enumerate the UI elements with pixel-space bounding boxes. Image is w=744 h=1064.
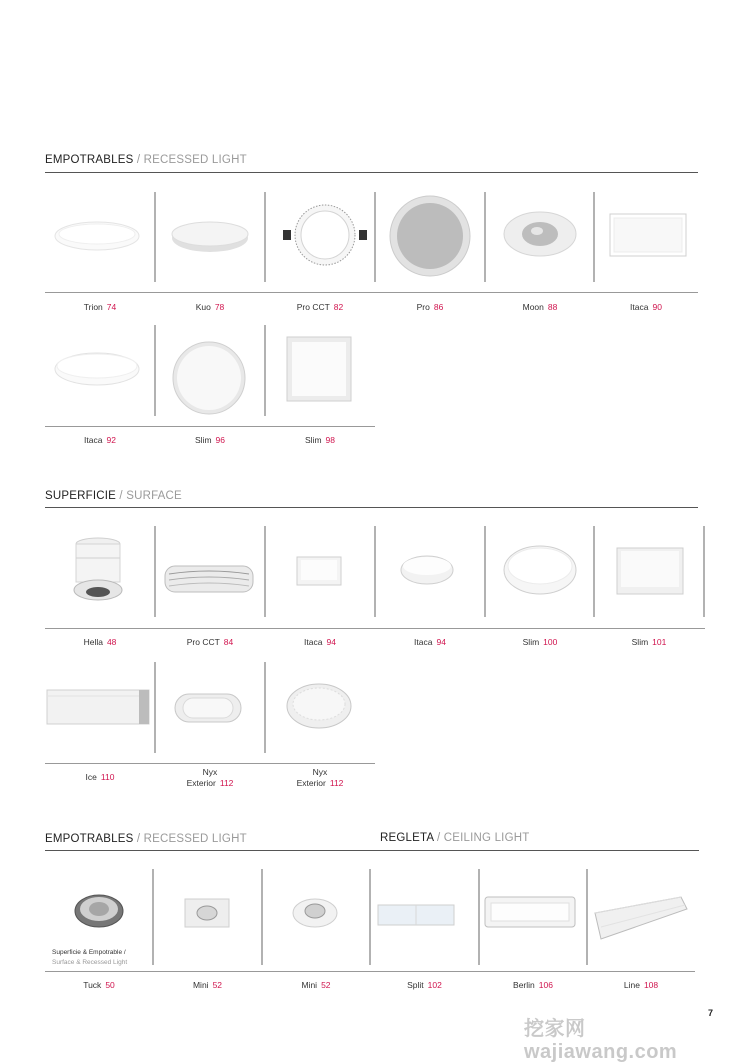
page-ref: 74 — [106, 302, 117, 312]
page-ref: 112 — [329, 778, 344, 788]
caption-moon[interactable]: Moon 88 — [522, 302, 558, 312]
page-ref: 52 — [321, 980, 331, 990]
nyx-round-product-image — [287, 684, 351, 728]
page-ref: 52 — [212, 980, 223, 990]
caption-mini[interactable]: Mini 52 — [301, 980, 331, 990]
caption-pro-cct[interactable]: Pro CCT 84 — [186, 637, 234, 647]
caption-itaca[interactable]: Itaca 94 — [414, 637, 446, 647]
section-title-recessed — [45, 154, 247, 166]
page-ref: 110 — [100, 772, 115, 782]
page-ref: 82 — [333, 302, 344, 312]
mini-round-product-image — [293, 899, 337, 927]
surface-row2-images — [45, 660, 375, 757]
page-ref: 78 — [214, 302, 225, 312]
recessed-row2-images — [45, 323, 375, 418]
section-rule — [45, 850, 699, 851]
page-ref: 96 — [215, 435, 225, 445]
section-title-sep: / — [433, 832, 444, 844]
caption-itaca[interactable]: Itaca 90 — [630, 302, 662, 312]
itaca-product-image — [610, 214, 686, 256]
page-ref: 100 — [543, 637, 558, 647]
caption-slim[interactable]: Slim 100 — [522, 637, 558, 647]
slim-round-surface-product-image — [504, 546, 576, 594]
row-rule — [45, 426, 375, 427]
section-title-sep: / — [116, 490, 127, 502]
slim-square-surface-product-image — [617, 548, 683, 594]
moon-product-image — [504, 212, 576, 256]
line-product-image — [595, 897, 687, 939]
caption-berlin[interactable]: Berlin 106 — [513, 980, 553, 990]
slim-square-product-image — [287, 337, 351, 401]
page-ref: 94 — [326, 637, 336, 647]
berlin-product-image — [485, 897, 575, 927]
page-ref: 92 — [106, 435, 116, 445]
section-title-surface — [45, 490, 182, 502]
pro-product-image — [390, 196, 470, 276]
caption-pro[interactable]: Pro 86 — [416, 302, 444, 312]
nyx-oval-product-image — [175, 694, 241, 722]
surface-row1-images — [45, 524, 710, 621]
slim-round-product-image — [173, 342, 245, 414]
page-ref: 108 — [643, 980, 659, 990]
caption-nyx-exterior[interactable]: Nyx Exterior 112 — [186, 767, 234, 788]
section-title-main: EMPOTRABLES — [45, 154, 134, 166]
page-ref: 106 — [538, 980, 553, 990]
page-ref: 48 — [106, 637, 117, 647]
caption-slim[interactable]: Slim 98 — [305, 435, 335, 445]
section-title-recessed-bottom — [45, 833, 247, 845]
page-ref: 50 — [105, 980, 115, 990]
caption-ice[interactable]: Ice 110 — [85, 772, 115, 782]
bottom-row-images — [45, 867, 699, 967]
section-title-sub: RECESSED LIGHT — [143, 154, 247, 166]
row-rule — [45, 292, 698, 293]
caption-mini[interactable]: Mini 52 — [192, 980, 223, 990]
caption-tuck[interactable]: Tuck 50 — [83, 980, 115, 990]
page-ref: 98 — [325, 435, 335, 445]
page-ref: 86 — [433, 302, 444, 312]
itaca-round-product-image — [55, 353, 139, 385]
caption-slim[interactable]: Slim 96 — [195, 435, 225, 445]
section-title-sep: / — [133, 833, 144, 845]
caption-itaca[interactable]: Itaca 94 — [304, 637, 336, 647]
section-title-main: REGLETA — [380, 832, 434, 844]
page-number: 7 — [708, 1008, 714, 1018]
page-ref: 94 — [436, 637, 446, 647]
caption-slim[interactable]: Slim 101 — [631, 637, 667, 647]
caption-itaca[interactable]: Itaca 92 — [84, 435, 116, 445]
row-rule — [45, 971, 695, 972]
mini-square-product-image — [185, 899, 229, 927]
page-ref: 88 — [547, 302, 558, 312]
itaca-square-surface-product-image — [297, 557, 341, 585]
section-title-sub: CEILING LIGHT — [443, 832, 530, 844]
page-ref: 112 — [219, 778, 234, 788]
pro-cct-surface-product-image — [165, 566, 253, 592]
caption-line[interactable]: Line 108 — [623, 980, 659, 990]
watermark: 挖家网 wajiawang.com — [524, 1018, 678, 1063]
section-title-sub: SURFACE — [126, 490, 182, 502]
caption-nyx-exterior[interactable]: Nyx Exterior 112 — [296, 767, 344, 788]
caption-split[interactable]: Split 102 — [407, 980, 442, 990]
page-ref: 90 — [652, 302, 662, 312]
page-ref: 84 — [223, 637, 234, 647]
hella-product-image — [74, 538, 122, 600]
page-ref: 101 — [652, 637, 667, 647]
section-rule — [45, 507, 698, 508]
section-title-main: EMPOTRABLES — [45, 833, 134, 845]
split-product-image — [378, 905, 454, 925]
caption-pro-cct[interactable]: Pro CCT 82 — [296, 302, 344, 312]
section-title-sub: RECESSED LIGHT — [143, 833, 247, 845]
section-title-sep: / — [133, 154, 144, 166]
trion-product-image — [55, 222, 139, 250]
caption-hella[interactable]: Hella 48 — [83, 637, 117, 647]
ice-product-image — [47, 690, 149, 724]
section-rule — [45, 172, 698, 173]
recessed-row1-images — [45, 190, 698, 285]
page-ref: 102 — [427, 980, 442, 990]
caption-trion[interactable]: Trion 74 — [83, 302, 117, 312]
tuck-mount-note: Superficie & Empotrable / Surface & Recessed Light — [52, 949, 128, 966]
caption-kuo[interactable]: Kuo 78 — [195, 302, 225, 312]
row-rule — [45, 763, 375, 764]
row-rule — [45, 628, 705, 629]
kuo-product-image — [172, 222, 248, 252]
section-title-main: SUPERFICIE — [45, 490, 117, 502]
itaca-round-surface-product-image — [401, 556, 453, 584]
tuck-product-image — [75, 895, 123, 927]
section-title-ceiling — [380, 832, 529, 844]
pro-cct-product-image — [283, 205, 367, 265]
